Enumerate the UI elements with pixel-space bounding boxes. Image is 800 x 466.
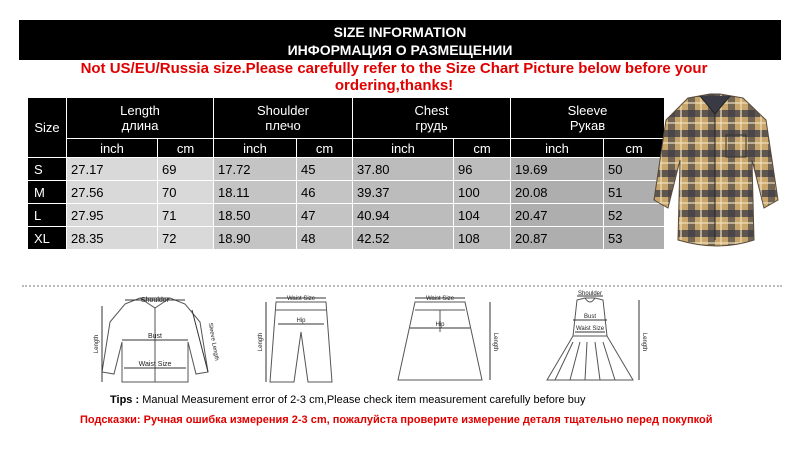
table-cell: 71 [158,204,214,227]
tips-text: Manual Measurement error of 2-3 cm,Please check item measurement carefully before buy [139,394,586,406]
table-cell: 53 [604,227,665,250]
table-cell: 51 [604,181,665,204]
unit-cm-length: cm [158,139,214,158]
table-cell: 104 [454,204,511,227]
table-cell: 37.80 [353,158,454,181]
dress-bust-label: Bust [583,314,597,320]
skirt-length-label: Length [492,332,498,352]
chest-label-ru: грудь [415,118,448,133]
table-cell: 20.47 [511,204,604,227]
size-info-header [19,20,781,60]
pants-waist-label: Waist Size [286,296,316,302]
table-cell: 27.17 [67,158,158,181]
tips-english [110,394,585,406]
table-cell: 48 [297,227,353,250]
shirt-length-label: Length [94,334,100,354]
shirt-waist-label: Waist Size [138,361,172,368]
unit-cm-sleeve: cm [604,139,665,158]
table-cell: 47 [297,204,353,227]
table-cell: 18.11 [214,181,297,204]
dress-length-label: Length [641,332,647,352]
table-cell: 40.94 [353,204,454,227]
shirt-sleeve-label: Sleeve Length [206,322,220,362]
unit-inch-sleeve: inch [511,139,604,158]
size-notice: Not US/EU/Russia size.Please carefully refer to the Size Chart Picture below before your ordering,thanks! [80,60,708,94]
size-cell: XL [28,227,67,250]
table-cell: 72 [158,227,214,250]
unit-inch-shoulder: inch [214,139,297,158]
length-label-ru: длина [121,118,159,133]
table-cell: 39.37 [353,181,454,204]
table-cell: 28.35 [67,227,158,250]
table-cell: 46 [297,181,353,204]
size-column-header [28,98,67,158]
table-row [28,181,665,204]
unit-cm-chest: cm [454,139,511,158]
unit-inch-length: inch [67,139,158,158]
shirt-bust-label: Bust [147,333,163,340]
shoulder-header [214,98,353,139]
size-cell: M [28,181,67,204]
skirt-hip-label: Hip [435,322,445,328]
table-cell: 50 [604,158,665,181]
section-divider [22,285,782,287]
table-cell: 18.90 [214,227,297,250]
chest-header [353,98,511,139]
pants-measure-diagram [248,292,348,387]
dress-measure-diagram [535,292,645,387]
table-cell: 96 [454,158,511,181]
table-cell: 45 [297,158,353,181]
table-row [28,227,665,250]
length-header [67,98,214,139]
table-cell: 18.50 [214,204,297,227]
sleeve-label-en: Sleeve [567,103,608,118]
header-title-en: SIZE INFORMATION [333,24,467,40]
shoulder-label-en: Shoulder [256,103,310,118]
plaid-shirt-image [648,90,783,260]
size-cell: S [28,158,67,181]
table-cell: 20.87 [511,227,604,250]
unit-inch-chest: inch [353,139,454,158]
skirt-waist-label: Waist Size [425,296,455,302]
table-cell: 27.95 [67,204,158,227]
size-chart-table [27,97,665,250]
dress-waist-label: Waist Size [575,326,605,332]
table-cell: 70 [158,181,214,204]
sleeve-label-ru: Рукав [569,118,606,133]
shoulder-label-ru: плечо [265,118,301,133]
size-label: Size [34,120,60,135]
shirt-measure-diagram [80,292,230,387]
dress-shoulder-label: Shoulder [577,291,603,297]
table-cell: 19.69 [511,158,604,181]
tips-russian: Подсказки: Ручная ошибка измерения 2-3 cm, пожалуйста проверите измерение деталя тщательно перед покупкой [80,414,713,426]
chest-label-en: Chest [414,103,449,118]
unit-cm-shoulder: cm [297,139,353,158]
shirt-shoulder-label: Shoulder [140,297,170,304]
header-title-ru: ИНФОРМАЦИЯ О РАЗМЕЩЕНИИ [287,42,513,58]
table-cell: 42.52 [353,227,454,250]
skirt-measure-diagram [380,292,500,387]
table-row [28,204,665,227]
table-cell: 27.56 [67,181,158,204]
table-cell: 17.72 [214,158,297,181]
table-cell: 108 [454,227,511,250]
table-cell: 100 [454,181,511,204]
pants-length-label: Length [258,332,264,352]
table-cell: 69 [158,158,214,181]
table-cell: 52 [604,204,665,227]
table-cell: 20.08 [511,181,604,204]
table-row [28,158,665,181]
pants-hip-label: Hip [296,318,306,324]
tips-label: Tips : [110,394,140,406]
size-cell: L [28,204,67,227]
sleeve-header [511,98,665,139]
length-label-en: Length [120,103,160,118]
